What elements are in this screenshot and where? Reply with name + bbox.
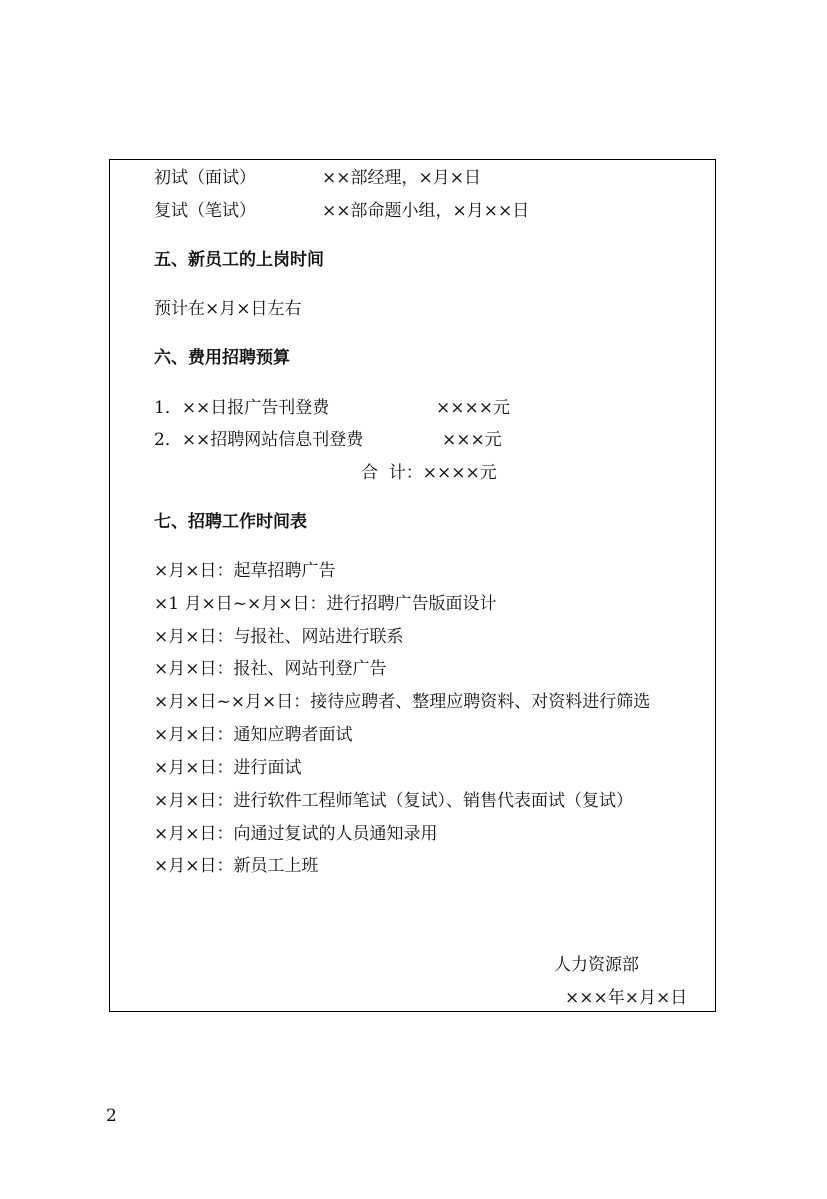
schedule-item: ×月×日：进行软件工程师笔试（复试）、销售代表面试（复试） (154, 791, 633, 811)
section-heading-schedule: 七、招聘工作时间表 (154, 512, 307, 532)
budget-item-label-2: 2．××招聘网站信息刊登费 (154, 430, 364, 450)
start-time-text: 预计在×月×日左右 (154, 299, 302, 319)
document-frame (109, 159, 716, 1012)
section-heading-budget: 六、费用招聘预算 (154, 348, 290, 368)
schedule-item: ×月×日：起草招聘广告 (154, 561, 336, 581)
schedule-item: ×月×日~×月×日：接待应聘者、整理应聘资料、对资料进行筛选 (154, 692, 651, 712)
interview-value-1: ××部经理，×月×日 (322, 168, 481, 188)
section-heading-start-time: 五、新员工的上岗时间 (154, 250, 324, 270)
signature-date: ×××年×月×日 (565, 988, 688, 1008)
schedule-item: ×月×日：进行面试 (154, 758, 302, 778)
interview-value-2: ××部命题小组，×月××日 (322, 201, 530, 221)
budget-item-label-1: 1．××日报广告刊登费 (154, 398, 330, 418)
budget-total: 合 计：××××元 (361, 463, 497, 483)
schedule-item: ×月×日：与报社、网站进行联系 (154, 627, 404, 647)
schedule-item: ×1 月×日~×月×日：进行招聘广告版面设计 (154, 594, 497, 614)
schedule-item: ×月×日：新员工上班 (154, 856, 319, 876)
signature-department: 人力资源部 (554, 955, 639, 975)
schedule-item: ×月×日：报社、网站刊登广告 (154, 659, 387, 679)
budget-item-amount-2: ×××元 (442, 430, 502, 450)
interview-label-1: 初试（面试） (154, 168, 256, 188)
schedule-item: ×月×日：向通过复试的人员通知录用 (154, 824, 438, 844)
schedule-item: ×月×日：通知应聘者面试 (154, 725, 353, 745)
interview-label-2: 复试（笔试） (154, 201, 256, 221)
budget-item-amount-1: ××××元 (436, 398, 510, 418)
page-number: 2 (106, 1106, 117, 1126)
